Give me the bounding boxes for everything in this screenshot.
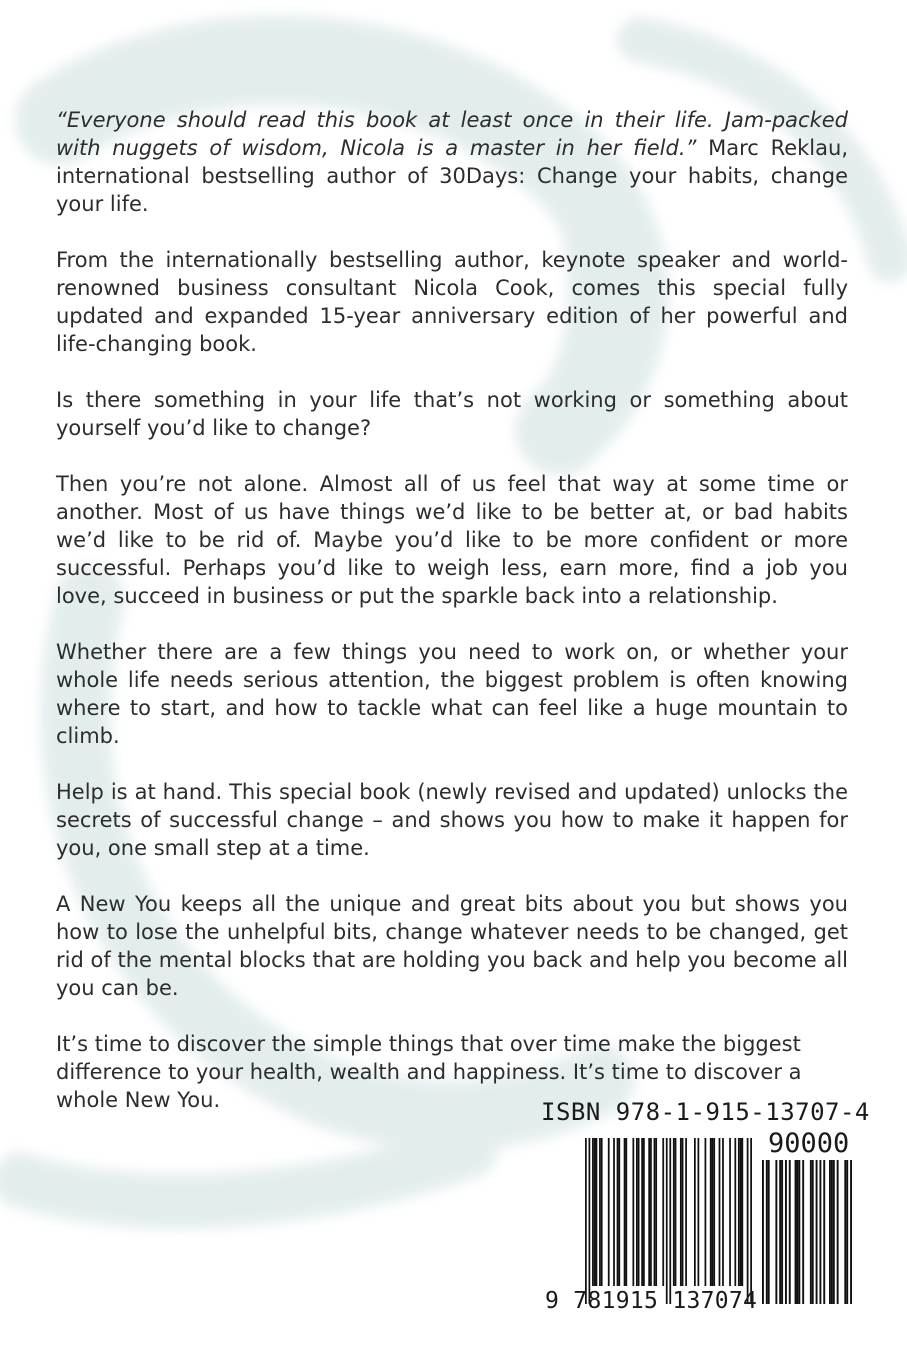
barcode-bar	[594, 1138, 596, 1286]
barcode-bar	[785, 1160, 787, 1304]
barcode-bar	[713, 1138, 715, 1286]
barcode-bar	[796, 1160, 798, 1304]
blurb-paragraph-2: Is there something in your life that’s not working or something about yourself you’d like to change?	[56, 388, 848, 440]
barcode-bar	[722, 1138, 724, 1286]
barcode-bar	[650, 1138, 652, 1286]
barcode-digits: 9 781915 137074	[545, 1288, 758, 1314]
barcode-bar	[850, 1160, 852, 1304]
barcode-bar	[812, 1160, 814, 1304]
barcode-bar	[662, 1138, 664, 1286]
blurb-paragraph-5: Help is at hand. This special book (newly revised and updated) unlocks the secrets of successful change – and shows you how to make it happen for you, one small step at a time.	[56, 780, 848, 860]
barcode-bar	[795, 1160, 797, 1304]
blurb-paragraph-6: A New You keeps all the unique and great bits about you but shows you how to lose the unhelpful bits, change whatever needs to be changed, get rid of the mental blocks that are holding you back and help you become all you can be.	[56, 892, 848, 1000]
barcode-bar	[705, 1138, 707, 1286]
barcode-bar	[632, 1138, 634, 1286]
barcode-bar	[624, 1138, 626, 1286]
barcode-bar	[734, 1138, 736, 1286]
barcode-bar	[747, 1138, 749, 1304]
barcode-bar	[837, 1160, 839, 1304]
isbn-barcode	[585, 1138, 752, 1304]
barcode-bar	[613, 1138, 615, 1286]
blurb-paragraph-7: It’s time to discover the simple things that over time make the biggest difference to your health, wealth and happiness. It’s time to discover a whole New You.	[56, 1032, 802, 1112]
barcode-bar	[636, 1138, 638, 1286]
barcode-bar	[685, 1138, 687, 1286]
barcode-bar	[729, 1138, 731, 1286]
barcode-bar	[599, 1138, 601, 1286]
barcode-bar	[592, 1138, 594, 1286]
barcode-bar	[669, 1138, 671, 1304]
barcode-bar	[710, 1138, 712, 1286]
barcode-bar	[643, 1138, 645, 1286]
barcode-bar	[698, 1138, 700, 1286]
barcode-bar	[638, 1138, 640, 1286]
barcode-bar	[712, 1138, 714, 1286]
quote-attribution: Marc Reklau, international bestselling author of 30Days: Change your habits, change your life.	[56, 136, 848, 216]
blurb-paragraph-3: Then you’re not alone. Almost all of us feel that way at some time or another. Most of us have things we’d like to be better at, or bad habits we’d like to be rid of. Maybe you’d like to be more confident or more successful. Perhaps you’d like to weigh less, earn more, find a job you love, succeed in business or put the sparkle back into a relationship.	[56, 472, 848, 608]
barcode-bar	[802, 1160, 804, 1304]
barcode-bar	[596, 1138, 598, 1286]
barcode-bar	[694, 1138, 696, 1286]
endorsement-quote	[56, 106, 848, 218]
barcode-bar	[641, 1138, 643, 1286]
price-addon-number: 90000	[768, 1128, 850, 1159]
barcode-bar	[846, 1160, 848, 1304]
barcode-bar	[762, 1160, 764, 1304]
barcode-bar	[819, 1160, 821, 1304]
barcode-bar	[617, 1138, 619, 1286]
barcode-bar	[654, 1138, 656, 1286]
barcode-bar	[740, 1138, 742, 1286]
barcode-bar	[768, 1160, 770, 1304]
barcode-bar	[741, 1138, 743, 1286]
quote-text: “Everyone should read this book at least once in their life. Jam-packed with nuggets of wisdom, Nicola is a master in her field.”	[56, 108, 848, 160]
barcode-bar	[789, 1160, 791, 1304]
barcode-bar	[719, 1138, 721, 1286]
barcode-bar	[775, 1160, 777, 1304]
barcode-bar	[625, 1138, 627, 1286]
barcode-bar	[810, 1160, 812, 1304]
barcode-bar	[673, 1138, 675, 1286]
barcode-bar	[655, 1138, 657, 1286]
barcode-bar	[766, 1160, 768, 1304]
barcode-bar	[601, 1138, 603, 1286]
barcode-bar	[781, 1160, 783, 1304]
barcode-bar	[608, 1138, 610, 1286]
blurb-paragraph-1: From the internationally bestselling author, keynote speaker and world-renowned business consultant Nicola Cook, comes this special fully updated and expanded 15-year anniversary edition of her powerful and life-changing book.	[56, 248, 848, 356]
blurb-text	[56, 106, 848, 1114]
barcode-bar	[750, 1138, 752, 1304]
barcode-bar	[831, 1160, 833, 1304]
barcode-bar	[682, 1138, 684, 1286]
barcode-bar	[844, 1160, 846, 1304]
barcode-bar	[833, 1160, 835, 1304]
barcode-bar	[675, 1138, 677, 1286]
barcode-bar	[680, 1138, 682, 1286]
barcode-bar	[589, 1138, 591, 1304]
isbn-label: ISBN 978-1-915-13707-4	[541, 1098, 870, 1126]
barcode-bar	[738, 1138, 740, 1286]
barcode-bar	[816, 1160, 818, 1304]
barcode-bar	[648, 1138, 650, 1286]
barcode-bar	[585, 1138, 587, 1304]
barcode-bar	[798, 1160, 800, 1304]
barcode-bar	[823, 1160, 825, 1304]
price-addon-barcode	[762, 1160, 852, 1304]
barcode-bar	[666, 1138, 668, 1304]
barcode-bar	[829, 1160, 831, 1304]
barcode-bar	[779, 1160, 781, 1304]
barcode-bar	[618, 1138, 620, 1286]
blurb-paragraph-4: Whether there are a few things you need to work on, or whether your whole life needs serious attention, the biggest problem is often knowing where to start, and how to tackle what can feel like a huge mountain to climb.	[56, 640, 848, 748]
